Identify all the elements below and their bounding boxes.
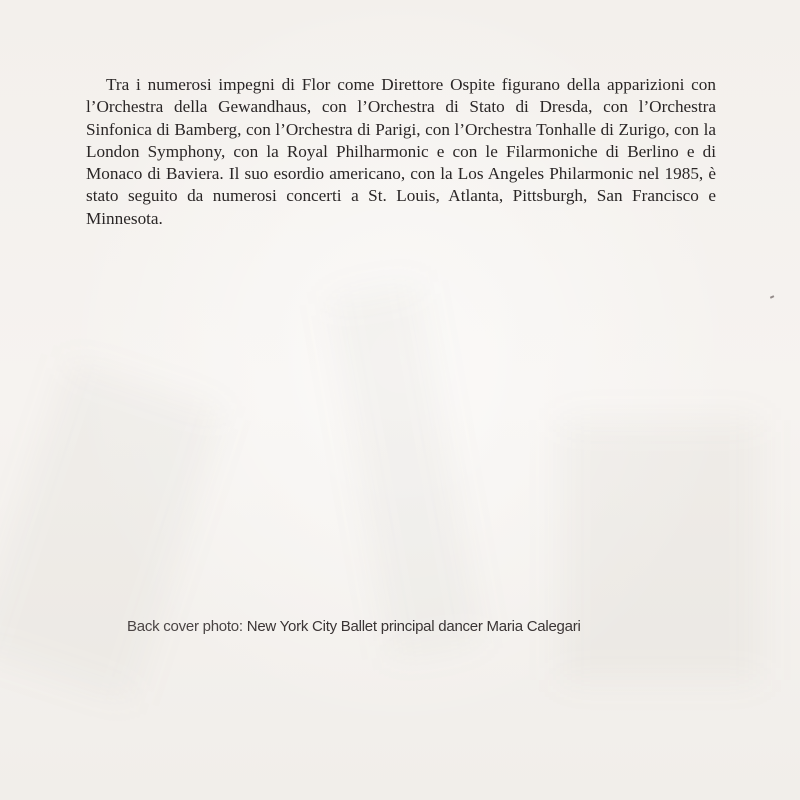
caption-text: New York City Ballet principal dancer Maria Calegari: [246, 618, 581, 635]
paper-shadow: [560, 420, 760, 680]
photo-caption: [127, 618, 727, 635]
caption-label: Back cover photo:: [127, 618, 243, 635]
paper-shadow: [329, 285, 480, 655]
body-paragraph: Tra i numerosi impegni di Flor come Direttore Ospite figurano della apparizioni con l’Orchestra della Gewandhaus, con l’Orchestra di Stato di Dresda, con l’Orchestra Sinfonica di Bamberg, con l’Orchestra di Parigi, con l’Orchestra Tonhalle di Zurigo, con la London Symphony, con la Royal Philharmonic e con le Filarmoniche di Berlino e di Monaco di Baviera. Il suo esordio americano, con la Los Angeles Philarmonic nel 1985, è stato seguito da numerosi concerti a St. Louis, Atlanta, Pittsburgh, San Francisco e Minnesota.: [86, 75, 716, 228]
paper-shadow: [0, 363, 222, 698]
paper-speck: [770, 295, 774, 298]
